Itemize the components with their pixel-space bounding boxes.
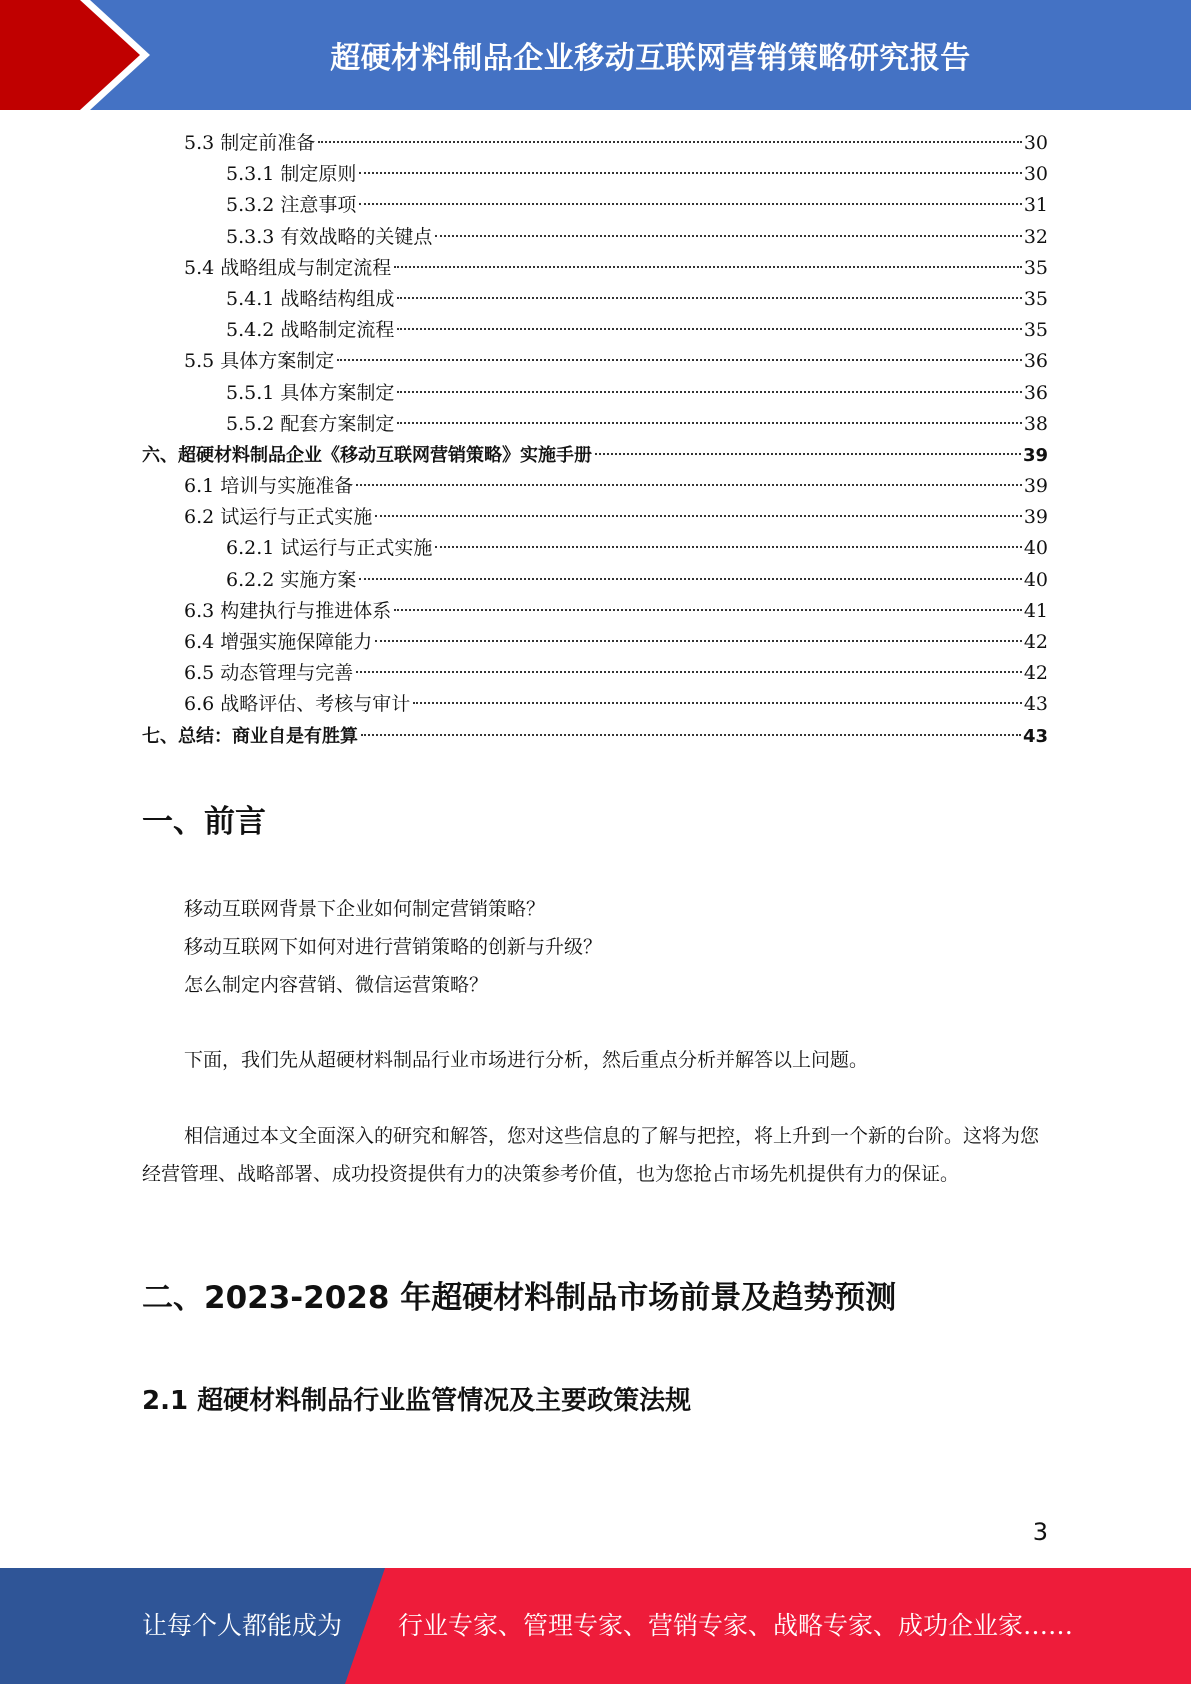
toc-leader-dots [397, 422, 1021, 424]
toc-entry[interactable] [142, 440, 1048, 471]
toc-leader-dots [413, 702, 1022, 704]
toc-leader-dots [397, 328, 1021, 330]
toc-entry-page: 35 [1023, 256, 1048, 279]
toc-leader-dots [361, 734, 1021, 736]
toc-entry[interactable] [142, 190, 1048, 221]
toc-entry-page: 38 [1023, 412, 1048, 435]
toc-entry-page: 39 [1022, 444, 1048, 466]
toc-leader-dots [394, 266, 1022, 268]
toc-entry-page: 43 [1023, 693, 1048, 716]
toc-leader-dots [397, 297, 1021, 299]
toc-entry-label: 6.3 构建执行与推进体系 [184, 599, 392, 622]
toc-entry[interactable] [142, 378, 1048, 409]
toc-entry-page: 31 [1023, 194, 1048, 217]
footer-slogan-right: 行业专家、管理专家、营销专家、战略专家、成功企业家…… [398, 1611, 1074, 1640]
toc-leader-dots [397, 391, 1021, 393]
toc-entry-page: 32 [1023, 225, 1048, 248]
subsection-heading-regulation: 2.1 超硬材料制品行业监管情况及主要政策法规 [142, 1386, 692, 1416]
toc-entry-page: 35 [1023, 287, 1048, 310]
toc-entry-label: 6.1 培训与实施准备 [184, 475, 354, 498]
toc-leader-dots [337, 359, 1022, 361]
toc-entry-page: 43 [1022, 725, 1048, 747]
page-footer [0, 1568, 1191, 1684]
intro-paragraph: 下面，我们先从超硬材料制品行业市场进行分析，然后重点分析并解答以上问题。 [184, 1049, 869, 1071]
toc-entry-page: 30 [1023, 132, 1048, 154]
toc-leader-dots [435, 235, 1021, 237]
question-line: 怎么制定内容营销、微信运营策略？ [184, 974, 489, 996]
toc-leader-dots [394, 609, 1022, 611]
toc-entry-label: 5.3.1 制定原则 [226, 163, 357, 186]
toc-entry-page: 36 [1023, 381, 1048, 404]
toc-entry-label: 七、总结：商业自是有胜算 [142, 725, 358, 747]
toc-entry[interactable] [142, 596, 1048, 627]
report-title: 超硬材料制品企业移动互联网营销策略研究报告 [330, 41, 971, 76]
toc-entry-label: 5.4.2 战略制定流程 [226, 319, 395, 342]
toc-entry[interactable] [142, 315, 1048, 346]
toc-entry-page: 42 [1023, 631, 1048, 653]
toc-entry[interactable] [142, 689, 1048, 720]
toc-entry-page: 30 [1023, 163, 1048, 186]
toc-entry-label: 6.2.1 试运行与正式实施 [226, 537, 433, 560]
toc-leader-dots [375, 515, 1022, 517]
page-number: 3 [1032, 1518, 1048, 1546]
toc-entry[interactable] [142, 346, 1048, 377]
toc-entry-label: 5.5.1 具体方案制定 [226, 381, 395, 404]
toc-entry[interactable] [142, 471, 1048, 502]
toc-entry[interactable] [142, 533, 1048, 564]
toc-entry[interactable] [142, 159, 1048, 190]
toc-entry-label: 6.2 试运行与正式实施 [184, 506, 373, 529]
conclusion-paragraph: 相信通过本文全面深入的研究和解答，您对这些信息的了解与把控，将上升到一个新的台阶。这将为您经营管理、战略部署、成功投资提供有力的决策参考价值，也为您抢占市场先机提供有力的保证。 [142, 1125, 1040, 1185]
toc-entry-page: 36 [1023, 350, 1048, 373]
toc-entry-label: 5.3 制定前准备 [184, 132, 316, 154]
toc-entry[interactable] [142, 502, 1048, 533]
toc-entry-page: 42 [1023, 662, 1048, 685]
toc-entry[interactable] [142, 721, 1048, 752]
toc-leader-dots [318, 141, 1022, 143]
toc-entry-label: 六、超硬材料制品企业《移动互联网营销策略》实施手册 [142, 444, 592, 466]
toc-entry-label: 5.4 战略组成与制定流程 [184, 256, 392, 279]
toc-leader-dots [375, 640, 1022, 642]
toc-entry-label: 5.5.2 配套方案制定 [226, 412, 395, 435]
toc-entry[interactable] [142, 409, 1048, 440]
section-heading-market-forecast: 二、2023-2028 年超硬材料制品市场前景及趋势预测 [142, 1280, 897, 1316]
toc-entry-label: 6.6 战略评估、考核与审计 [184, 693, 411, 716]
table-of-contents [142, 128, 1048, 752]
toc-leader-dots [356, 671, 1022, 673]
toc-leader-dots [359, 578, 1021, 580]
page-header [0, 0, 1191, 110]
toc-entry-page: 35 [1023, 319, 1048, 342]
toc-entry-label: 5.4.1 战略结构组成 [226, 287, 395, 310]
toc-leader-dots [435, 546, 1021, 548]
toc-entry-page: 40 [1023, 537, 1048, 560]
question-line: 移动互联网下如何对进行营销策略的创新与升级？ [184, 936, 603, 958]
toc-leader-dots [356, 484, 1022, 486]
toc-entry[interactable] [142, 658, 1048, 689]
toc-entry[interactable] [142, 128, 1048, 159]
toc-entry[interactable] [142, 253, 1048, 284]
toc-leader-dots [359, 203, 1021, 205]
toc-entry-label: 6.4 增强实施保障能力 [184, 631, 373, 653]
toc-entry[interactable] [142, 284, 1048, 315]
toc-entry-page: 40 [1023, 568, 1048, 591]
toc-entry-label: 6.2.2 实施方案 [226, 568, 357, 591]
toc-entry-page: 39 [1023, 475, 1048, 498]
toc-entry-page: 39 [1023, 506, 1048, 529]
section-heading-preface: 一、前言 [142, 804, 266, 840]
toc-entry-label: 5.3.2 注意事项 [226, 194, 357, 217]
footer-slogan-left: 让每个人都能成为 [142, 1611, 343, 1640]
question-line: 移动互联网背景下企业如何制定营销策略？ [184, 898, 546, 920]
toc-entry-label: 6.5 动态管理与完善 [184, 662, 354, 685]
toc-leader-dots [595, 453, 1021, 455]
toc-leader-dots [359, 172, 1021, 174]
toc-entry[interactable] [142, 222, 1048, 253]
toc-entry-label: 5.5 具体方案制定 [184, 350, 335, 373]
toc-entry[interactable] [142, 565, 1048, 596]
toc-entry-label: 5.3.3 有效战略的关键点 [226, 225, 433, 248]
toc-entry[interactable] [142, 627, 1048, 658]
toc-entry-page: 41 [1023, 599, 1048, 622]
